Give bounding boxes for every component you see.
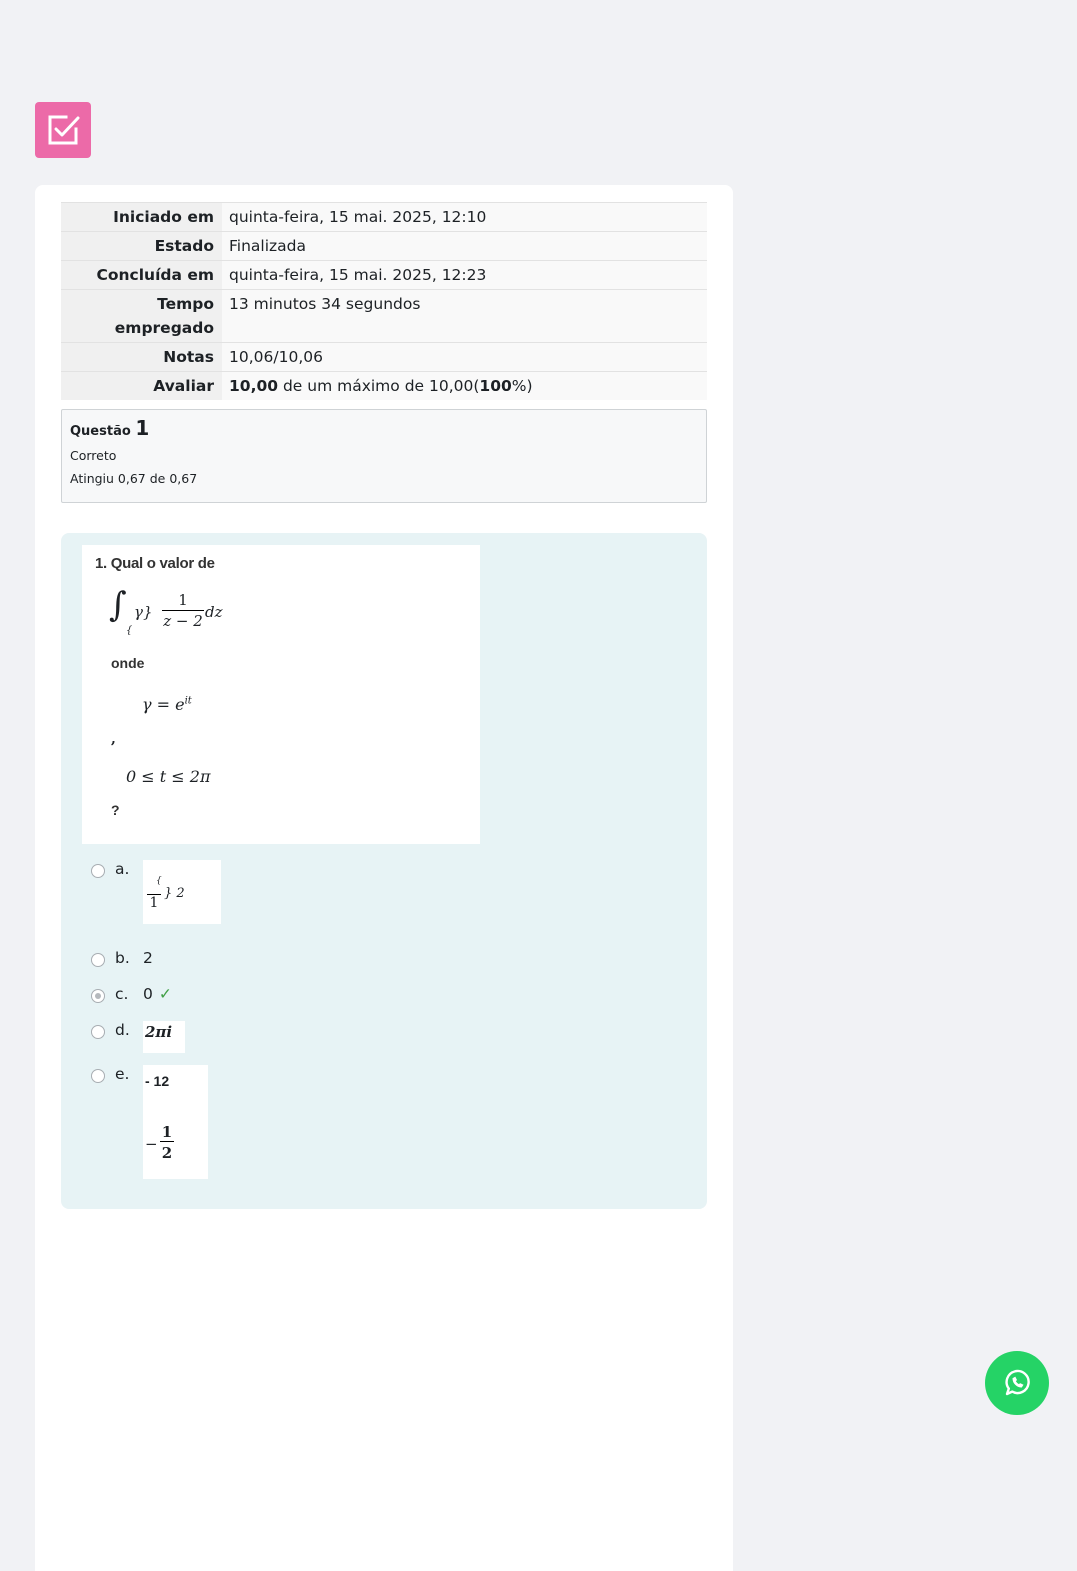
option-e-minus: − <box>145 1135 158 1153</box>
fraction-denominator: z − 2 <box>163 612 203 630</box>
summary-label: Notas <box>61 343 222 372</box>
option-e-num: 1 <box>161 1123 173 1141</box>
summary-value <box>222 372 707 401</box>
summary-row-started <box>61 203 707 232</box>
answer-option-b[interactable] <box>91 949 153 967</box>
t-range: 0 ≤ t ≤ 2π <box>126 767 211 786</box>
summary-label: Tempo empregado <box>61 290 222 343</box>
summary-label: Estado <box>61 232 222 261</box>
radio-e[interactable] <box>91 1069 105 1083</box>
option-e-image <box>143 1065 208 1179</box>
whatsapp-button[interactable] <box>985 1351 1049 1415</box>
summary-value: quinta-feira, 15 mai. 2025, 12:10 <box>222 203 707 232</box>
summary-row-grade <box>61 372 707 401</box>
attempt-summary-table <box>61 202 707 400</box>
grade-value: 10,00 <box>229 377 279 395</box>
summary-label: Concluída em <box>61 261 222 290</box>
radio-c-selected[interactable] <box>91 989 105 1003</box>
option-c-text: 0 <box>143 985 153 1003</box>
summary-value: Finalizada <box>222 232 707 261</box>
option-a-num: 1 <box>147 894 161 911</box>
differential: dz <box>205 603 223 621</box>
option-e-line1: - 12 <box>145 1073 170 1089</box>
integral-symbol: ∫ <box>109 585 127 625</box>
grade-percent: 100 <box>479 377 512 395</box>
onde-text: onde <box>111 655 145 671</box>
comma-text: , <box>111 731 116 747</box>
summary-label: Iniciado em <box>61 203 222 232</box>
option-letter: c. <box>115 985 129 1003</box>
option-d-image: 2πi <box>143 1021 185 1053</box>
question-number-value: 1 <box>135 416 150 440</box>
grade-percent-suffix: %) <box>511 377 533 395</box>
radio-b[interactable] <box>91 953 105 967</box>
option-b-text: 2 <box>143 949 153 967</box>
question-image <box>82 545 480 844</box>
option-letter: b. <box>115 949 130 967</box>
option-letter: d. <box>115 1021 130 1039</box>
question-title-text: 1. Qual o valor de <box>95 555 215 572</box>
option-a-image <box>143 860 221 924</box>
fraction-numerator: 1 <box>162 591 204 611</box>
option-letter: a. <box>115 860 130 878</box>
question-formulation <box>61 533 707 1209</box>
summary-row-marks <box>61 343 707 372</box>
gamma-definition <box>142 695 192 714</box>
option-a-brace: { <box>156 876 162 886</box>
quiz-checkbox-icon <box>35 102 91 158</box>
question-mark: Atingiu 0,67 de 0,67 <box>70 471 198 486</box>
answer-option-e[interactable] <box>91 1065 208 1179</box>
quiz-review-card <box>35 185 733 1571</box>
integral-brace: { <box>126 625 133 636</box>
grade-text: de um máximo de 10,00( <box>278 377 480 395</box>
option-letter: e. <box>115 1065 130 1083</box>
integrand-fraction <box>162 591 204 630</box>
option-e-den: 2 <box>161 1144 173 1162</box>
integral-path: γ} <box>134 603 153 621</box>
summary-label: Avaliar <box>61 372 222 401</box>
summary-row-completed <box>61 261 707 290</box>
question-status: Correto <box>70 448 117 463</box>
answer-option-a[interactable] <box>91 860 221 924</box>
summary-row-state <box>61 232 707 261</box>
radio-a[interactable] <box>91 864 105 878</box>
question-info-box <box>61 409 707 503</box>
question-label: Questão <box>70 424 131 439</box>
gamma-def-text: γ = e <box>142 695 185 714</box>
summary-value: quinta-feira, 15 mai. 2025, 12:23 <box>222 261 707 290</box>
option-a-rest: } 2 <box>164 886 185 901</box>
question-mark-text: ? <box>111 802 120 818</box>
radio-d[interactable] <box>91 1025 105 1039</box>
answer-option-c[interactable] <box>91 985 172 1003</box>
whatsapp-icon <box>1001 1367 1033 1399</box>
summary-value: 10,06/10,06 <box>222 343 707 372</box>
correct-check-icon: ✓ <box>158 985 172 1003</box>
question-number <box>70 416 698 440</box>
summary-value: 13 minutos 34 segundos <box>222 290 707 343</box>
summary-row-time-taken <box>61 290 707 343</box>
answer-option-d[interactable] <box>91 1021 185 1053</box>
gamma-exponent: it <box>184 695 192 707</box>
